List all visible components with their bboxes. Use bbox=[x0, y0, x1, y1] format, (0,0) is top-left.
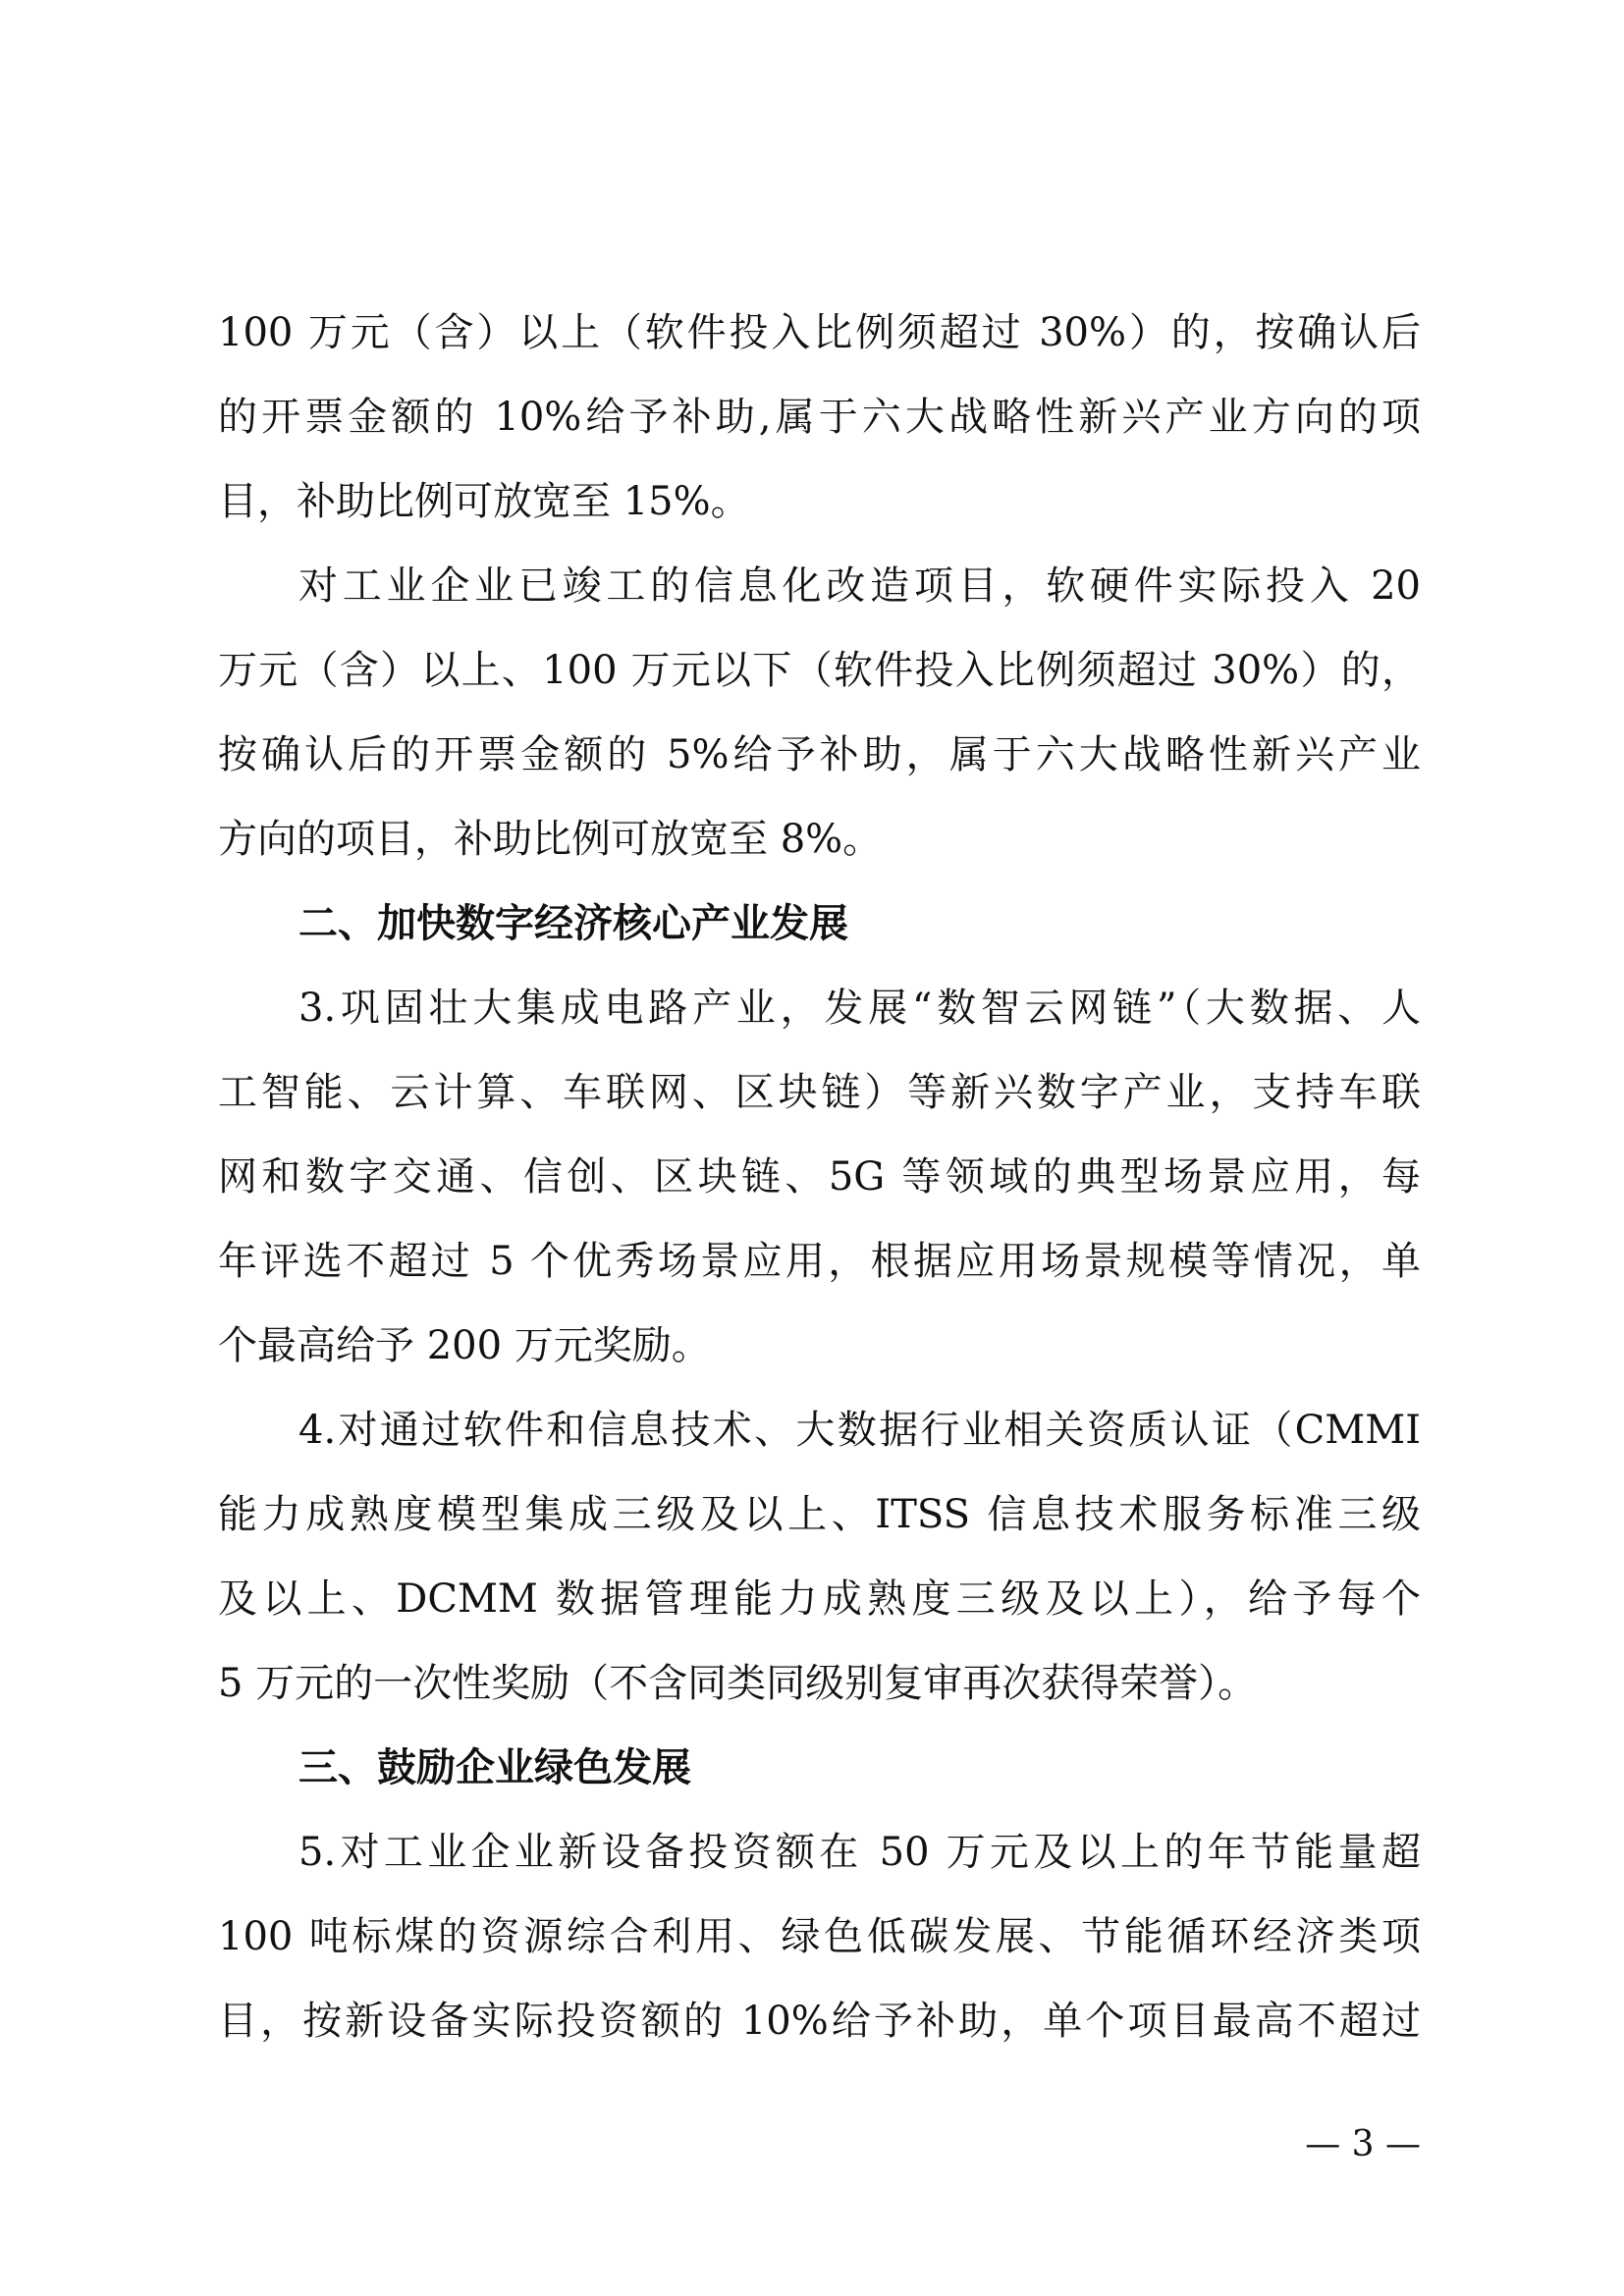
text-line: 及以上、DCMM 数据管理能力成熟度三级及以上），给予每个 bbox=[218, 1576, 1421, 1622]
text-line: 目，补助比例可放宽至 15%。 bbox=[218, 479, 750, 524]
text-line: 4.对通过软件和信息技术、大数据行业相关资质认证（CMMI bbox=[298, 1408, 1421, 1453]
text-line: 100 吨标煤的资源综合利用、绿色低碳发展、节能循环经济类项 bbox=[218, 1914, 1421, 1959]
text-line: 万元（含）以上、100 万元以下（软件投入比例须超过 30%）的， bbox=[218, 648, 1421, 693]
section-heading-green-development: 三、鼓励企业绿色发展 bbox=[298, 1745, 691, 1790]
text-line: 个最高给予 200 万元奖励。 bbox=[218, 1323, 711, 1368]
text-line: 100 万元（含）以上（软件投入比例须超过 30%）的，按确认后 bbox=[218, 310, 1421, 355]
page-number: — 3 — bbox=[1305, 2124, 1421, 2164]
paragraph-item-3 bbox=[218, 966, 1421, 1388]
text-line: 5 万元的一次性奖励（不含同类同级别复审再次获得荣誉）。 bbox=[218, 1661, 1258, 1706]
paragraph-informatization-subsidy bbox=[218, 544, 1421, 881]
text-line: 网和数字交通、信创、区块链、5G 等领域的典型场景应用，每 bbox=[218, 1154, 1421, 1200]
text-line: 目，按新设备实际投资额的 10%给予补助，单个项目最高不超过 bbox=[218, 1999, 1421, 2044]
paragraph-item-5 bbox=[218, 1810, 1421, 2063]
text-line: 按确认后的开票金额的 5%给予补助，属于六大战略性新兴产业 bbox=[218, 732, 1421, 777]
paragraph-item-4 bbox=[218, 1388, 1421, 1726]
section-heading-digital-economy: 二、加快数字经济核心产业发展 bbox=[298, 901, 848, 946]
text-line: 能力成熟度模型集成三级及以上、ITSS 信息技术服务标准三级 bbox=[218, 1492, 1421, 1537]
text-line: 对工业企业已竣工的信息化改造项目，软硬件实际投入 20 bbox=[298, 563, 1421, 609]
text-line: 年评选不超过 5 个优秀场景应用，根据应用场景规模等情况，单 bbox=[218, 1239, 1421, 1284]
text-line: 3.巩固壮大集成电路产业，发展“数智云网链”（大数据、人 bbox=[298, 986, 1421, 1031]
document-body bbox=[218, 291, 1421, 2063]
text-line: 方向的项目，补助比例可放宽至 8%。 bbox=[218, 817, 883, 862]
text-line: 的开票金额的 10%给予补助,属于六大战略性新兴产业方向的项 bbox=[218, 395, 1421, 440]
text-line: 5.对工业企业新设备投资额在 50 万元及以上的年节能量超 bbox=[298, 1830, 1421, 1875]
text-line: 工智能、云计算、车联网、区块链）等新兴数字产业，支持车联 bbox=[218, 1070, 1421, 1115]
paragraph-subsidy-continuation bbox=[218, 291, 1421, 544]
